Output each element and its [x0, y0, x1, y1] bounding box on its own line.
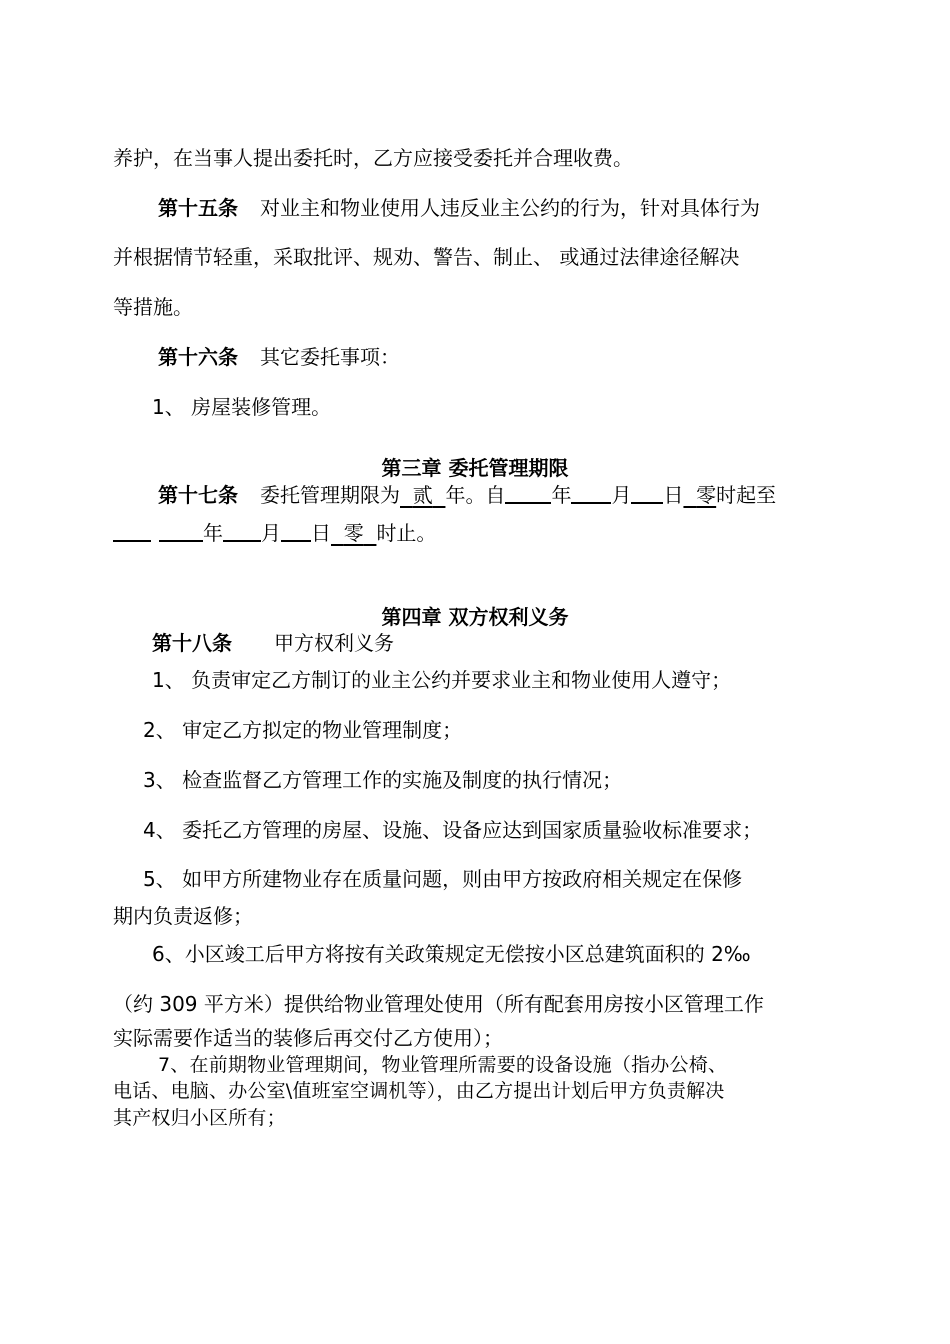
- year-label: 年: [203, 521, 223, 545]
- article-17-line-2: [113, 519, 436, 547]
- list-item: 2、 审定乙方拟定的物业管理制度；: [143, 718, 463, 742]
- article-16-title: 第十六条: [158, 345, 238, 369]
- chapter-4-heading: 第四章 双方权利义务: [381, 605, 569, 629]
- list-item: 6、小区竣工后甲方将按有关政策规定无偿按小区总建筑面积的 2‰: [152, 942, 751, 966]
- end-hour-text: 零: [343, 521, 364, 545]
- start-day-blank: [631, 482, 663, 504]
- list-item-continuation: 其产权归小区所有；: [113, 1107, 286, 1129]
- start-month-blank: [571, 482, 611, 504]
- day-label: 日: [663, 483, 684, 507]
- list-item-continuation: （约 309 平方米）提供给物业管理处使用（所有配套用房按小区管理工作: [113, 992, 764, 1016]
- article-16-text: 其它委托事项：: [260, 345, 400, 369]
- list-item: 5、 如甲方所建物业存在质量问题，则由甲方按政府相关规定在保修: [143, 867, 743, 891]
- end-hour-value: [331, 521, 376, 545]
- start-year-blank: [505, 482, 551, 504]
- from-hour-label: 时起至: [716, 483, 777, 507]
- list-item: 1、 负责审定乙方制订的业主公约并要求业主和物业使用人遵守；: [152, 668, 732, 692]
- list-item: 7、在前期物业管理期间，物业管理所需要的设备设施（指办公椅、: [158, 1054, 728, 1076]
- day-label: 日: [311, 521, 331, 545]
- article-18-text: 甲方权利义务: [274, 631, 394, 655]
- chapter-3-heading: 第三章 委托管理期限: [381, 456, 569, 480]
- article-16-item-1: 1、 房屋装修管理。: [152, 395, 332, 419]
- year-label: 年: [445, 483, 466, 507]
- list-item-continuation: 电话、电脑、办公室\值班室空调机等），由乙方提出计划后甲方负责解决: [113, 1080, 725, 1102]
- article-18-title: 第十八条: [152, 631, 232, 655]
- article-17-line-1: [158, 481, 776, 509]
- to-hour-label: 时止。: [376, 521, 437, 545]
- article-15-text: 对业主和物业使用人违反业主公约的行为，针对具体行为: [260, 196, 760, 220]
- term-years-value: [400, 483, 445, 507]
- term-years-text: 贰: [412, 483, 433, 507]
- list-item-continuation: 期内负责返修；: [113, 904, 253, 928]
- list-item: 4、 委托乙方管理的房屋、设施、设备应达到国家质量验收标准要求；: [143, 818, 763, 842]
- article-15-line-1: [158, 194, 760, 222]
- end-year-blank-b: [159, 520, 203, 542]
- article-18: [152, 629, 394, 657]
- month-label: 月: [261, 521, 281, 545]
- paragraph-continuation: 养护，在当事人提出委托时，乙方应接受委托并合理收费。: [113, 146, 633, 170]
- list-item-continuation: 实际需要作适当的装修后再交付乙方使用）；: [113, 1026, 503, 1050]
- article-15-title: 第十五条: [158, 196, 238, 220]
- article-16: [158, 343, 400, 371]
- end-day-blank: [281, 520, 311, 542]
- start-hour-value: [683, 483, 716, 507]
- article-17-title: 第十七条: [158, 483, 238, 507]
- start-hour-text: 零: [696, 483, 717, 507]
- year-label: 年: [551, 483, 572, 507]
- from-label: 。自: [465, 483, 506, 507]
- article-17-text: 委托管理期限为: [260, 483, 400, 507]
- month-label: 月: [611, 483, 632, 507]
- article-15-line-3: 等措施。: [113, 295, 193, 319]
- article-15-line-2: 并根据情节轻重，采取批评、规劝、警告、制止、 或通过法律途径解决: [113, 245, 740, 269]
- end-year-blank-a: [113, 520, 151, 542]
- list-item: 3、 检查监督乙方管理工作的实施及制度的执行情况；: [143, 768, 623, 792]
- end-month-blank: [223, 520, 261, 542]
